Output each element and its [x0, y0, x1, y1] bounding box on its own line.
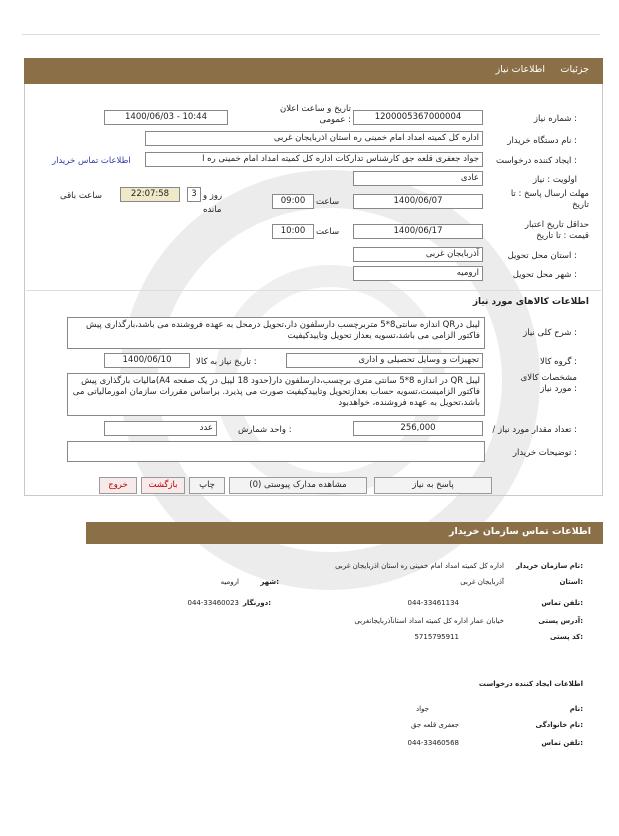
- need-number-label: شماره نیاز :: [533, 114, 577, 124]
- request-creator-label: ایجاد کننده درخواست :: [495, 156, 577, 166]
- need-number-field: 1200005367000004: [353, 110, 483, 125]
- last-name-label: نام خانوادگی:: [535, 721, 583, 729]
- min-validity-time-field: 10:00: [272, 224, 314, 239]
- attachments-button[interactable]: مشاهده مدارک پیوستی (0): [229, 477, 367, 494]
- back-button[interactable]: بازگشت: [141, 477, 185, 494]
- quantity-label: / تعداد مقدار مورد نیاز :: [492, 425, 577, 435]
- contact-city-value: ارومیه: [220, 578, 239, 586]
- contact-fax-label: دورنگار:: [242, 599, 271, 607]
- deadline-time-field: 09:00: [272, 194, 314, 209]
- day-word-label: روز و: [203, 191, 223, 201]
- tab-bar: [24, 58, 603, 84]
- goods-section-title: اطلاعات کالاهای مورد نیاز: [472, 297, 589, 307]
- remaining-suffix-label: مانده: [203, 205, 222, 215]
- goods-group-field: تجهیزات و وسایل تحصیلی و اداری: [286, 353, 483, 368]
- quantity-field: 256,000: [353, 421, 483, 436]
- goods-spec-field: لیبل QR در اندازه 8*5 سانتی متری برچسب،دارسلفون دار(حدود 18 لیبل در یک صفحه A4)مالیات بارگذاری پیش فاکتور الزامیست،تسویه حساب بعدازتحویل وتاییدکیفیت صورت می پذیرد. براساس مقررات سازمان امورمالیاتی می باشد،تحویل به عهده فروشنده، خواهدبود: [67, 373, 485, 416]
- days-remaining-field: 3: [187, 187, 201, 202]
- unit-label: واحد شمارش :: [238, 425, 292, 435]
- delivery-city-field: ارومیه: [353, 266, 483, 281]
- need-date-field: 1400/06/10: [104, 353, 190, 368]
- goods-summary-field: لیبل درQR اندازه سانتی8*5 متربرچسب دارسلفون دار،تحویل درمحل به عهده فروشنده می باشد،بارگذاری پیش فاکتور الزامی می باشد،تسویه بعداز تحویل وتاییدکیفیت: [67, 317, 485, 349]
- min-validity-label: حداقل تاریخ اعتبار قیمت : تا تاریخ: [524, 220, 589, 241]
- contact-header: [86, 522, 603, 544]
- priority-label: اولویت : نیاز: [532, 175, 577, 185]
- contact-phone-value: 044-33461134: [407, 599, 459, 607]
- announce-date-field: 1400/06/03 - 10:44: [104, 110, 228, 125]
- respond-button[interactable]: پاسخ به نیاز: [374, 477, 492, 494]
- org-name-label: نام سازمان خریدار:: [515, 562, 583, 570]
- delivery-province-label: استان محل تحویل :: [507, 251, 577, 261]
- need-date-label: تاریخ نیاز به کالا :: [196, 357, 257, 367]
- contact-city-label: شهر:: [260, 578, 279, 586]
- min-validity-date-field: 1400/06/17: [353, 224, 483, 239]
- buyer-org-label: نام دستگاه خریدار :: [507, 136, 577, 146]
- contact-title: اطلاعات تماس سازمان خریدار: [448, 526, 591, 537]
- section-divider: [26, 290, 601, 291]
- contact-province-label: استان:: [559, 578, 583, 586]
- first-name-value: جواد: [415, 705, 429, 713]
- postal-code-label: کد پستی:: [549, 633, 583, 641]
- buyer-contact-link[interactable]: اطلاعات تماس خریدار: [52, 156, 131, 166]
- contact-fax-value: 044-33460023: [187, 599, 239, 607]
- remaining-text-1: ساعت: [78, 191, 102, 201]
- delivery-city-label: شهر محل تحویل :: [512, 270, 577, 280]
- contact-phone-label: تلفن تماس:: [541, 599, 583, 607]
- creator-phone-label: تلفن تماس:: [541, 739, 583, 747]
- min-validity-time-label: ساعت: [316, 227, 340, 237]
- goods-group-label: گروه کالا :: [539, 357, 577, 367]
- deadline-time-label: ساعت: [316, 197, 340, 207]
- buyer-notes-label: توضیحات خریدار :: [512, 448, 577, 458]
- creator-info-title: اطلاعات ایجاد کننده درخواست: [478, 680, 583, 688]
- remaining-text-2: باقی: [60, 191, 77, 201]
- tab-details[interactable]: جزئیات: [560, 64, 589, 75]
- remaining-time-label: [60, 191, 102, 201]
- org-name-value: اداره کل کمیته امداد امام خمینی ره استان اذربایجان غربی: [335, 562, 504, 570]
- deadline-date-field: 1400/06/07: [353, 194, 483, 209]
- contact-address-value: خیابان عمار اداره کل کمیته امداد استانآذربایجانغربی: [354, 617, 504, 625]
- exit-button[interactable]: خروج: [99, 477, 137, 494]
- delivery-province-field: آذربایجان غربی: [353, 247, 483, 262]
- creator-phone-value: 044-33460568: [407, 739, 459, 747]
- buyer-org-field: اداره کل کمیته امداد امام خمینی ره استان اذربایجان غربی: [145, 131, 483, 146]
- print-button[interactable]: چاپ: [189, 477, 225, 494]
- contact-province-value: آذربایجان غربی: [460, 578, 504, 586]
- request-creator-field: جواد جعفری قلعه جق کارشناس تدارکات اداره کل کمیته امداد امام خمینی ره ا: [145, 152, 483, 167]
- contact-address-label: آدرس پستی:: [538, 617, 583, 625]
- buyer-notes-field: [67, 441, 485, 462]
- priority-field: عادی: [353, 171, 483, 186]
- deadline-label: مهلت ارسال پاسخ : تا تاریخ: [510, 189, 589, 210]
- unit-field: عدد: [104, 421, 217, 436]
- postal-code-value: 5715795911: [414, 633, 459, 641]
- countdown-field: 22:07:58: [120, 187, 180, 202]
- top-divider: [22, 34, 600, 35]
- announce-date-label: تاریخ و ساعت اعلان عمومی :: [279, 104, 351, 125]
- tab-need-info[interactable]: اطلاعات نیاز: [495, 64, 545, 75]
- first-name-label: نام:: [569, 705, 583, 713]
- goods-spec-label: مشخصات کالای مورد نیاز :: [520, 373, 577, 394]
- goods-summary-label: شرح کلی نیاز :: [523, 328, 577, 338]
- last-name-value: جعفری قلعه جق: [411, 721, 459, 729]
